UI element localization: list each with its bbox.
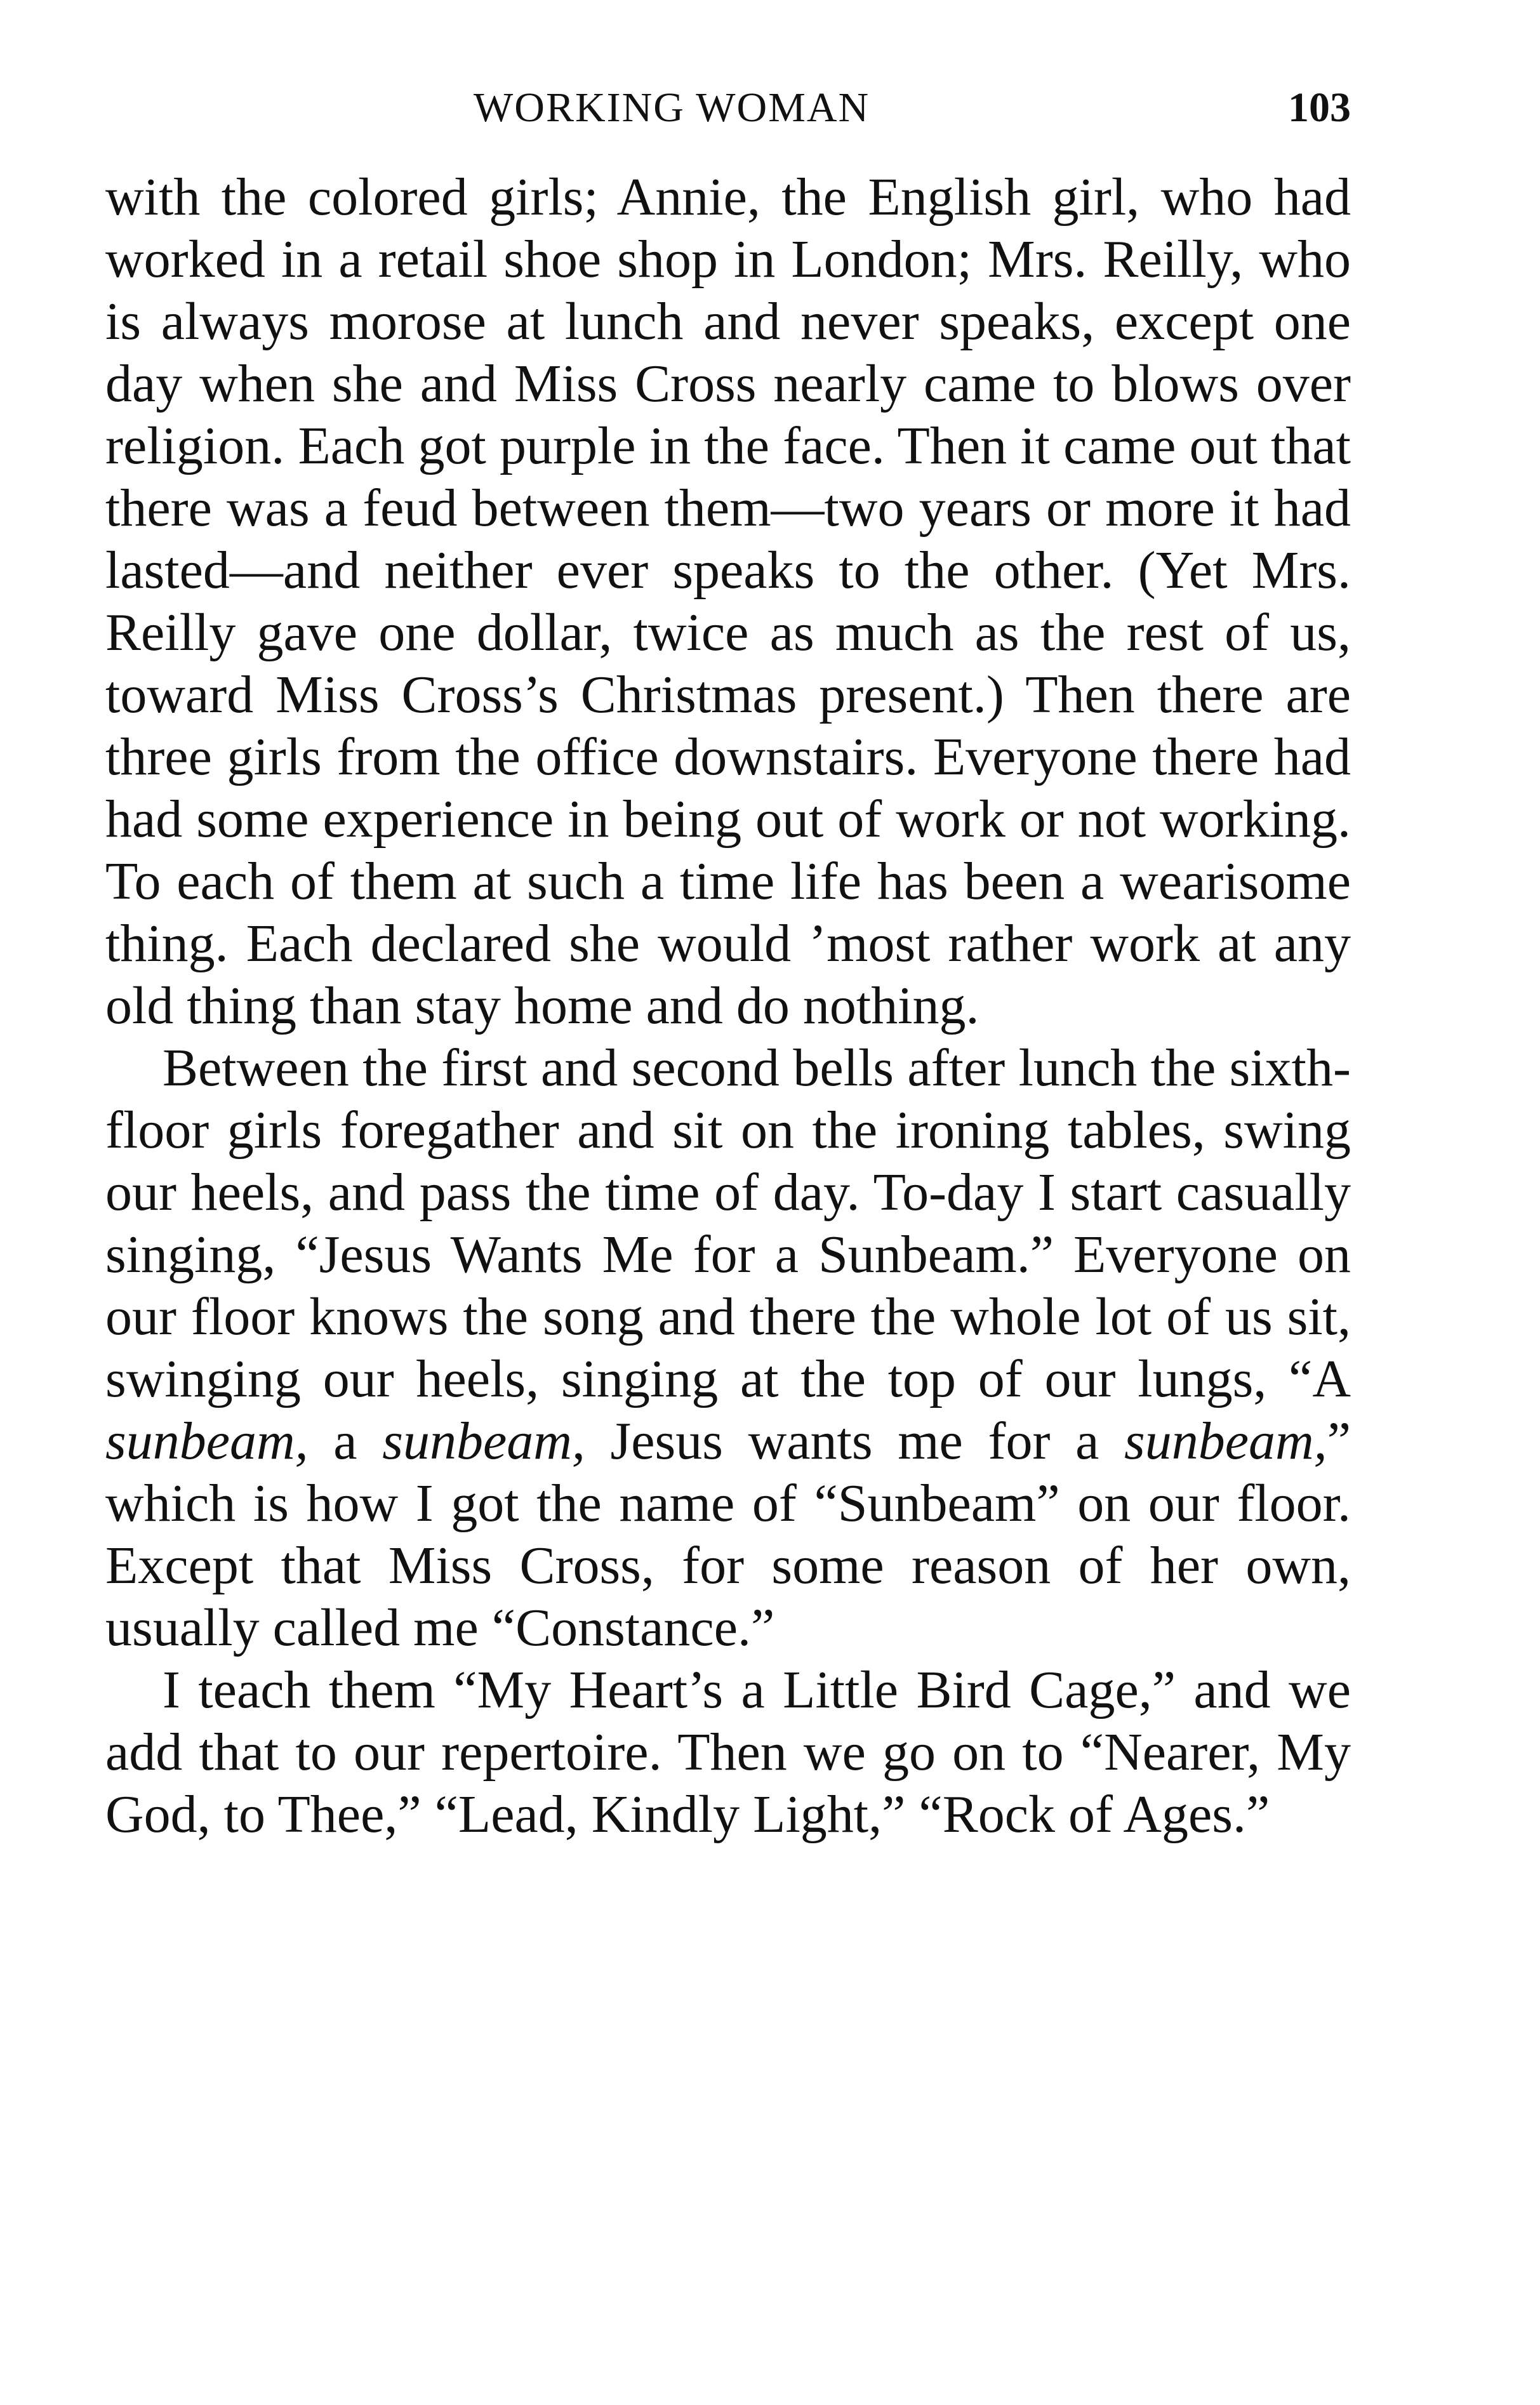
running-header	[105, 76, 1351, 140]
body-text	[105, 166, 1351, 1846]
running-title: WORKING WOMAN	[474, 84, 870, 131]
quote-between-1: a	[308, 1412, 383, 1471]
paragraph-continued: with the colored girls; Annie, the English girl, who had worked in a retail shoe shop in London; Mrs. Reilly, who is always morose at lunch and never speaks, except one day when she and Miss Cross nearly came to blows over religion. Each got purple in the face. Then it came out that there was a feud between them—two years or more it had lasted—and neither ever speaks to the other. (Yet Mrs. Reilly gave one dollar, twice as much as the rest of us, toward Miss Cross’s Christmas present.) Then there are three girls from the office downstairs. Everyone there had had some experience in being out of work or not working. To each of them at such a time life has been a wearisome thing. Each declared she would ’most rather work at any old thing than stay home and do nothing.	[105, 168, 1351, 1035]
italic-sunbeam-2: sunbeam,	[382, 1412, 585, 1471]
quote-between-2: Jesus wants me for a	[585, 1412, 1125, 1471]
italic-sunbeam-1: sunbeam,	[105, 1412, 309, 1471]
paragraph-sunbeam-lead: Between the first and second bells after lunch the sixth-floor girls foregather and sit on the ironing tables, swing our heels, and pass the time of day. To-day I start casually singing, “Jesus Wants Me for a Sunbeam.” Everyone on our floor knows the song and there the whole lot of us sit, swinging our heels, singing at the top of our lungs,	[105, 1038, 1351, 1408]
paragraph-sunbeam-tail: ” which is how I got the name of “Sunbeam” on our floor. Except that Miss Cross, for some reason of her own, usually called me “Constance.”	[105, 1412, 1351, 1657]
quote-open: “A	[1266, 1349, 1351, 1408]
page-number: 103	[1288, 84, 1351, 131]
paragraph-sunbeam	[105, 1037, 1351, 1659]
paragraph-songs: I teach them “My Heart’s a Little Bird Cage,” and we add that to our repertoire. Then we go on to “Nearer, My God, to Thee,” “Lead, Kindly Light,” “Rock of Ages.”	[105, 1660, 1351, 1844]
italic-sunbeam-3: sunbeam,	[1124, 1412, 1327, 1471]
